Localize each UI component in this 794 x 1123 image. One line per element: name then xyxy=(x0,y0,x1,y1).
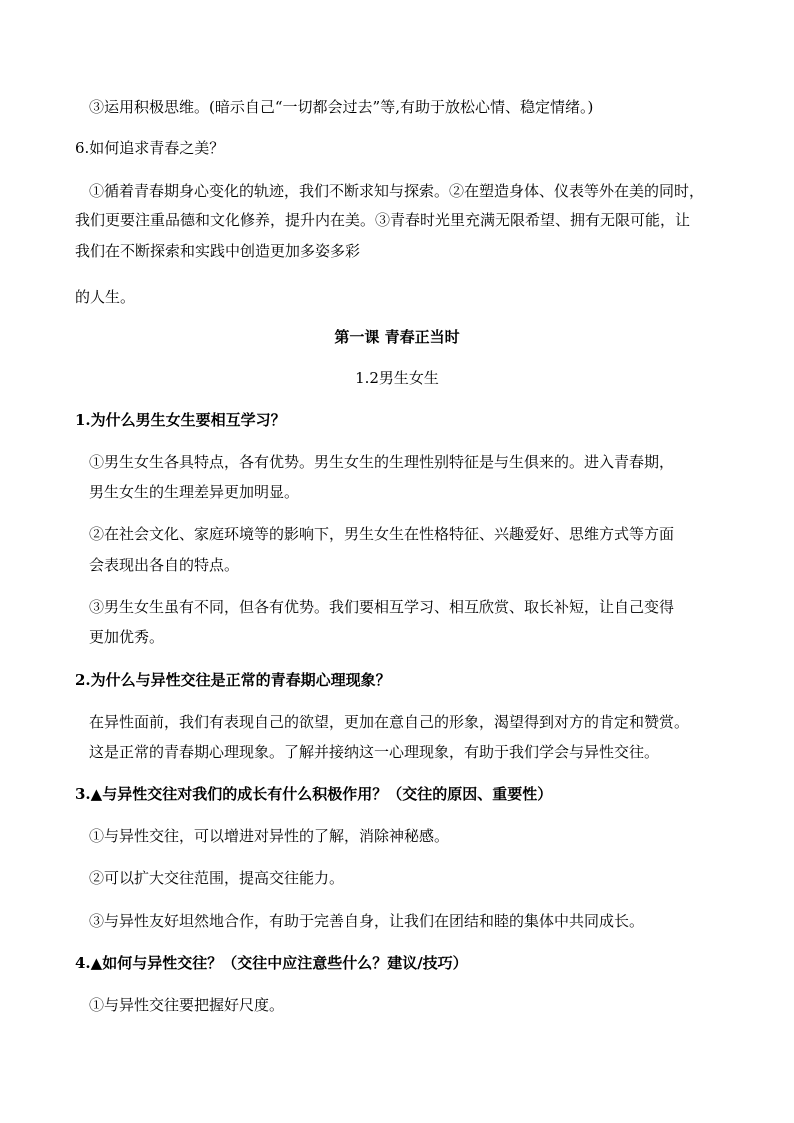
q2-title: 2.为什么与异性交往是正常的青春期心理现象？ xyxy=(75,671,391,689)
q4-point-1: ①与异性交往要把握好尺度。 xyxy=(89,996,285,1014)
q1-point-1-line-2: 男生女生的生理差异更加明显。 xyxy=(89,483,300,501)
q1-point-2-line-1: ②在社会文化、家庭环境等的影响下，男生女生在性格特征、兴趣爱好、思维方式等方面 xyxy=(89,525,675,543)
lesson-title: 第一课 青春正当时 xyxy=(334,328,460,346)
q6-line-2: 我们更要注重品德和文化修养，提升内在美。③青春时光里充满无限希望、拥有无限可能，让 xyxy=(75,211,691,229)
q6-line-1: ①循着青春期身心变化的轨迹，我们不断求知与探索。②在塑造身体、仪表等外在美的同时， xyxy=(89,182,705,200)
q3-title: 3.▲与异性交往对我们的成长有什么积极作用？（交往的原因、重要性） xyxy=(75,785,553,803)
q1-point-2-line-2: 会表现出各自的特点。 xyxy=(89,556,240,574)
q2-line-1: 在异性面前，我们有表现自己的欲望，更加在意自己的形象，渴望得到对方的肯定和赞赏。 xyxy=(89,713,690,731)
q1-point-1-line-1: ①男生女生各具特点，各有优势。男生女生的生理性别特征是与生俱来的。进入青春期， xyxy=(89,453,675,471)
q1-title: 1.为什么男生女生要相互学习？ xyxy=(75,411,286,429)
q3-point-3: ③与异性友好坦然地合作，有助于完善自身，让我们在团结和睦的集体中共同成长。 xyxy=(89,912,645,930)
q1-point-3-line-2: 更加优秀。 xyxy=(89,628,165,646)
q6-line-4: 的人生。 xyxy=(75,288,136,306)
q2-line-2: 这是正常的青春期心理现象。了解并接纳这一心理现象，有助于我们学会与异性交往。 xyxy=(89,743,660,761)
q1-point-3-line-1: ③男生女生虽有不同，但各有优势。我们要相互学习、相互欣赏、取长补短，让自己变得 xyxy=(89,598,675,616)
lesson-subtitle: 1.2男生女生 xyxy=(355,369,439,387)
q4-title: 4.▲如何与异性交往？（交往中应注意些什么？建议/技巧） xyxy=(75,954,468,972)
q6-title: 6.如何追求青春之美？ xyxy=(75,139,225,157)
q3-point-2: ②可以扩大交往范围，提高交往能力。 xyxy=(89,869,345,887)
q3-point-1: ①与异性交往，可以增进对异性的了解，消除神秘感。 xyxy=(89,827,450,845)
q6-line-3: 我们在不断探索和实践中创造更加多姿多彩 xyxy=(75,242,361,260)
prev-point-3: ③运用积极思维。(暗示自己“一切都会过去”等,有助于放松心情、稳定情绪。) xyxy=(89,98,594,116)
